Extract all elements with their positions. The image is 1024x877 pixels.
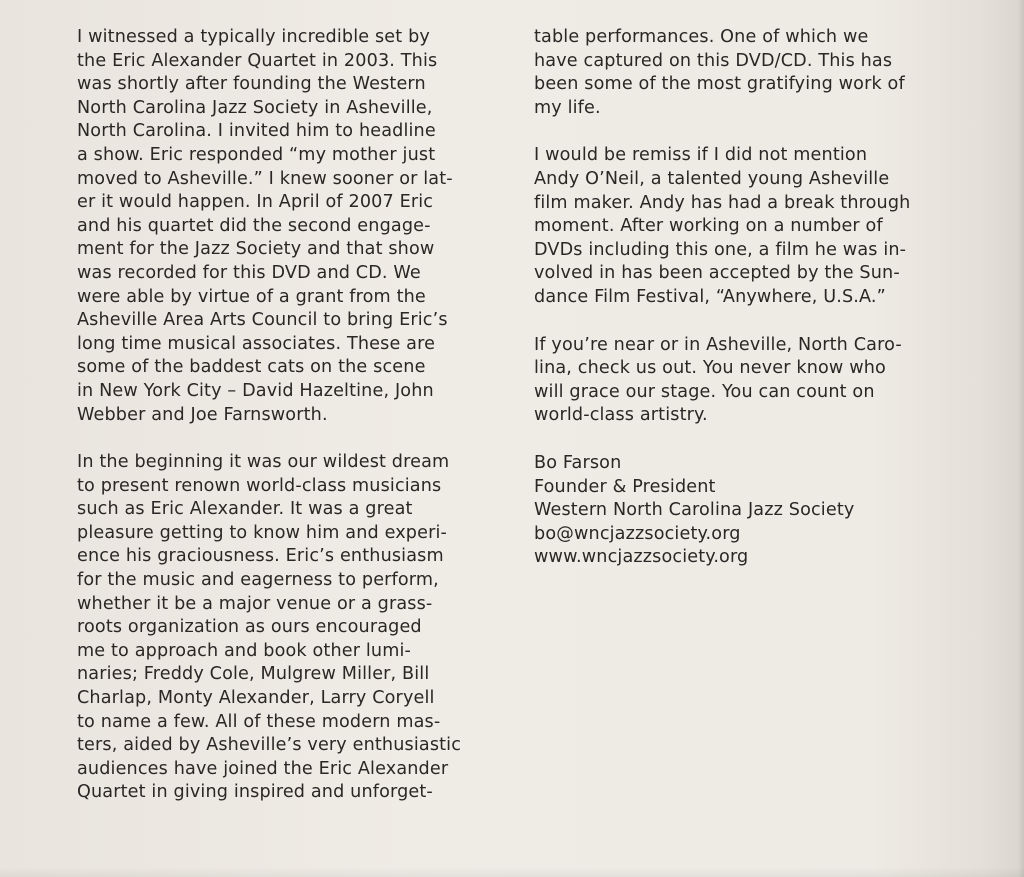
text-line: moment. After working on a number of bbox=[534, 216, 883, 237]
text-line: Asheville Area Arts Council to bring Eric’s bbox=[77, 310, 448, 331]
signature-website: www.wncjazzsociety.org bbox=[534, 547, 749, 568]
text-line: volved in has been accepted by the Sun- bbox=[534, 263, 900, 284]
text-line: audiences have joined the Eric Alexander bbox=[77, 758, 449, 779]
text-line: world-class artistry. bbox=[534, 405, 708, 426]
text-line: DVDs including this one, a film he was in- bbox=[534, 239, 907, 260]
paragraph-intro bbox=[77, 26, 502, 427]
text-line: long time musical associates. These are bbox=[77, 333, 436, 354]
text-line: roots organization as ours encouraged bbox=[77, 617, 422, 638]
text-line: was recorded for this DVD and CD. We bbox=[77, 262, 421, 283]
signature-block bbox=[534, 452, 954, 570]
text-line: me to approach and book other lumi- bbox=[77, 640, 412, 661]
text-line: ment for the Jazz Society and that show bbox=[77, 239, 435, 260]
text-line: dance Film Festival, “Anywhere, U.S.A.” bbox=[534, 286, 886, 307]
signature-organization: Western North Carolina Jazz Society bbox=[534, 500, 855, 521]
text-line: naries; Freddy Cole, Mulgrew Miller, Bill bbox=[77, 664, 430, 685]
text-line: Andy O’Neil, a talented young Asheville bbox=[534, 168, 890, 189]
text-line: lina, check us out. You never know who bbox=[534, 358, 886, 379]
text-line: some of the baddest cats on the scene bbox=[77, 357, 426, 378]
text-line: I would be remiss if I did not mention bbox=[534, 145, 868, 166]
text-line: was shortly after founding the Western bbox=[77, 74, 426, 95]
text-line: moved to Asheville.” I knew sooner or lat- bbox=[77, 168, 453, 189]
text-line: table performances. One of which we bbox=[534, 27, 869, 47]
paragraph-invitation bbox=[534, 334, 954, 428]
text-line: for the music and eagerness to perform, bbox=[77, 570, 439, 591]
text-line: film maker. Andy has had a break through bbox=[534, 192, 911, 213]
paragraph-gap bbox=[77, 427, 502, 451]
signature-title: Founder & President bbox=[534, 476, 716, 497]
right-column bbox=[534, 26, 954, 570]
text-line: I witnessed a typically incredible set by bbox=[77, 27, 430, 47]
page-edge-shadow bbox=[1018, 0, 1024, 877]
paragraph-gap bbox=[534, 120, 954, 144]
text-line: North Carolina Jazz Society in Asheville, bbox=[77, 97, 433, 118]
paragraph-andy-oneil bbox=[534, 144, 954, 309]
signature-email: bo@wncjazzsociety.org bbox=[534, 523, 741, 544]
text-line: If you’re near or in Asheville, North Caro- bbox=[534, 334, 902, 355]
text-line: in New York City – David Hazeltine, John bbox=[77, 380, 434, 401]
text-line: North Carolina. I invited him to headline bbox=[77, 121, 436, 142]
text-line: to name a few. All of these modern mas- bbox=[77, 711, 441, 732]
text-line: Webber and Joe Farnsworth. bbox=[77, 404, 328, 425]
text-line: such as Eric Alexander. It was a great bbox=[77, 499, 413, 520]
text-line: Quartet in giving inspired and unforget- bbox=[77, 782, 433, 803]
text-line: and his quartet did the second engage- bbox=[77, 215, 431, 236]
paragraph-gap bbox=[534, 310, 954, 334]
text-line: been some of the most gratifying work of bbox=[534, 74, 905, 95]
paragraph-beginning bbox=[77, 451, 502, 805]
text-line: have captured on this DVD/CD. This has bbox=[534, 50, 893, 71]
text-line: ence his graciousness. Eric’s enthusiasm bbox=[77, 546, 444, 567]
paragraph-gap bbox=[534, 428, 954, 452]
text-line: a show. Eric responded “my mother just bbox=[77, 144, 436, 165]
text-line: my life. bbox=[534, 97, 601, 118]
left-column bbox=[77, 26, 502, 805]
page-bottom-shadow bbox=[0, 867, 1024, 877]
text-line: the Eric Alexander Quartet in 2003. This bbox=[77, 50, 438, 71]
text-line: Charlap, Monty Alexander, Larry Coryell bbox=[77, 688, 435, 709]
paragraph-performances bbox=[534, 26, 954, 120]
text-line: pleasure getting to know him and experi- bbox=[77, 522, 448, 543]
text-line: whether it be a major venue or a grass- bbox=[77, 593, 433, 614]
text-line: were able by virtue of a grant from the bbox=[77, 286, 426, 307]
text-line: ters, aided by Asheville’s very enthusiastic bbox=[77, 735, 462, 756]
text-line: er it would happen. In April of 2007 Eric bbox=[77, 192, 434, 213]
text-line: to present renown world-class musicians bbox=[77, 475, 442, 496]
text-line: will grace our stage. You can count on bbox=[534, 381, 875, 402]
signature-name: Bo Farson bbox=[534, 452, 622, 473]
text-line: In the beginning it was our wildest dream bbox=[77, 452, 450, 473]
